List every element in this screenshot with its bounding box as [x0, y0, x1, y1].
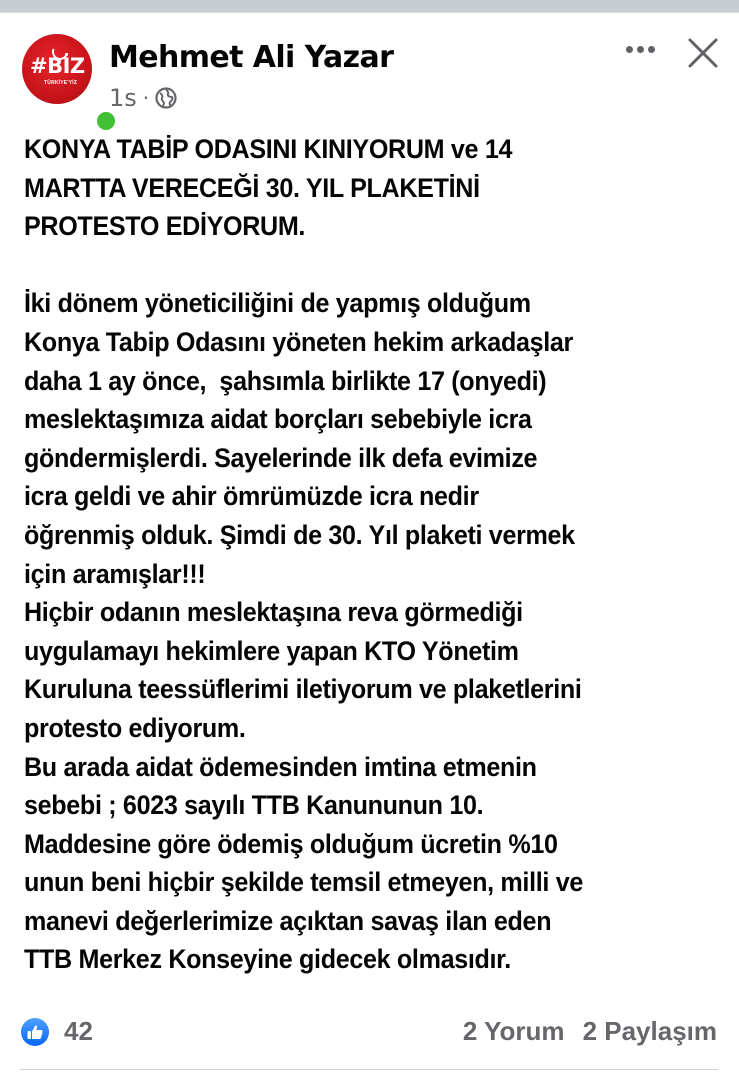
post-text-line: Hiçbir odanın meslektaşına reva görmediği [24, 597, 523, 628]
shares-count-link[interactable]: 2 Paylaşım [582, 1016, 717, 1046]
post-header [0, 12, 739, 122]
avatar-sublabel: TÜRKİYE'YİZ [44, 80, 78, 86]
post-text-line: TTB Merkez Konseyine gidecek olmasıdır. [24, 944, 511, 975]
globe-icon[interactable] [155, 87, 177, 109]
post-text-line: İki dönem yöneticiliğini de yapmış olduğum [24, 288, 531, 319]
reaction-count[interactable]: 42 [64, 1016, 93, 1046]
post-text-line: öğrenmiş olduk. Şimdi de 30. Yıl plaketi vermek [24, 519, 575, 550]
more-options-button[interactable] [622, 34, 658, 64]
post-text-line: protesto ediyorum. [24, 712, 246, 743]
post-text-line: Konya Tabip Odasını yöneten hekim arkadaşlar [24, 326, 573, 357]
post-text-line: Maddesine göre ödemiş olduğum ücretin %10 [24, 828, 558, 859]
avatar-label: #BİZ [30, 54, 85, 78]
post-text-line: Kuruluna teessüflerimi iletiyorum ve plaketlerini [24, 674, 582, 705]
post-meta [109, 84, 177, 112]
avatar[interactable] [22, 34, 92, 104]
post-text-line [24, 246, 680, 285]
post-text-line: için aramışlar!!! [24, 558, 206, 589]
meta-separator: · [142, 86, 150, 110]
more-dot [626, 46, 633, 53]
post-stats [463, 1016, 717, 1047]
post-text-line: daha 1 ay önce, şahsımla birlikte 17 (onyedi) [24, 365, 547, 396]
post-footer [0, 1010, 739, 1055]
post-timestamp[interactable]: 1s [109, 84, 137, 112]
post-text-line: icra geldi ve ahir ömrümüzde icra nedir [24, 481, 479, 512]
like-icon[interactable] [21, 1018, 49, 1046]
post-text-line: manevi değerlerimize açıktan savaş ilan eden [24, 905, 552, 936]
post-text-line: MARTTA VERECEĞİ 30. YIL PLAKETİNİ [24, 172, 480, 203]
more-dot [648, 46, 655, 53]
post-text-line: KONYA TABİP ODASINI KINIYORUM ve 14 [24, 134, 513, 164]
footer-divider [20, 1069, 718, 1070]
post-text-line: sebebi ; 6023 sayılı TTB Kanununun 10. [24, 790, 484, 821]
post-text-line: unun beni hiçbir şekilde temsil etmeyen, milli ve [24, 867, 583, 898]
post-text [24, 130, 680, 979]
post-text-line: Bu arada aidat ödemesinden imtina etmenin [24, 751, 537, 782]
close-button[interactable] [686, 36, 720, 70]
post-text-line: uygulamayı hekimlere yapan KTO Yönetim [24, 635, 519, 666]
post-text-line: PROTESTO EDİYORUM. [24, 211, 306, 242]
comments-count-link[interactable]: 2 Yorum [462, 1016, 565, 1046]
close-icon [686, 36, 720, 70]
author-name[interactable]: Mehmet Ali Yazar [109, 40, 394, 75]
more-dot [637, 46, 644, 53]
post-text-line: göndermişlerdi. Sayelerinde ilk defa evimize [24, 442, 538, 473]
post-text-line: meslektaşımıza aidat borçları sebebiyle icra [24, 404, 532, 435]
